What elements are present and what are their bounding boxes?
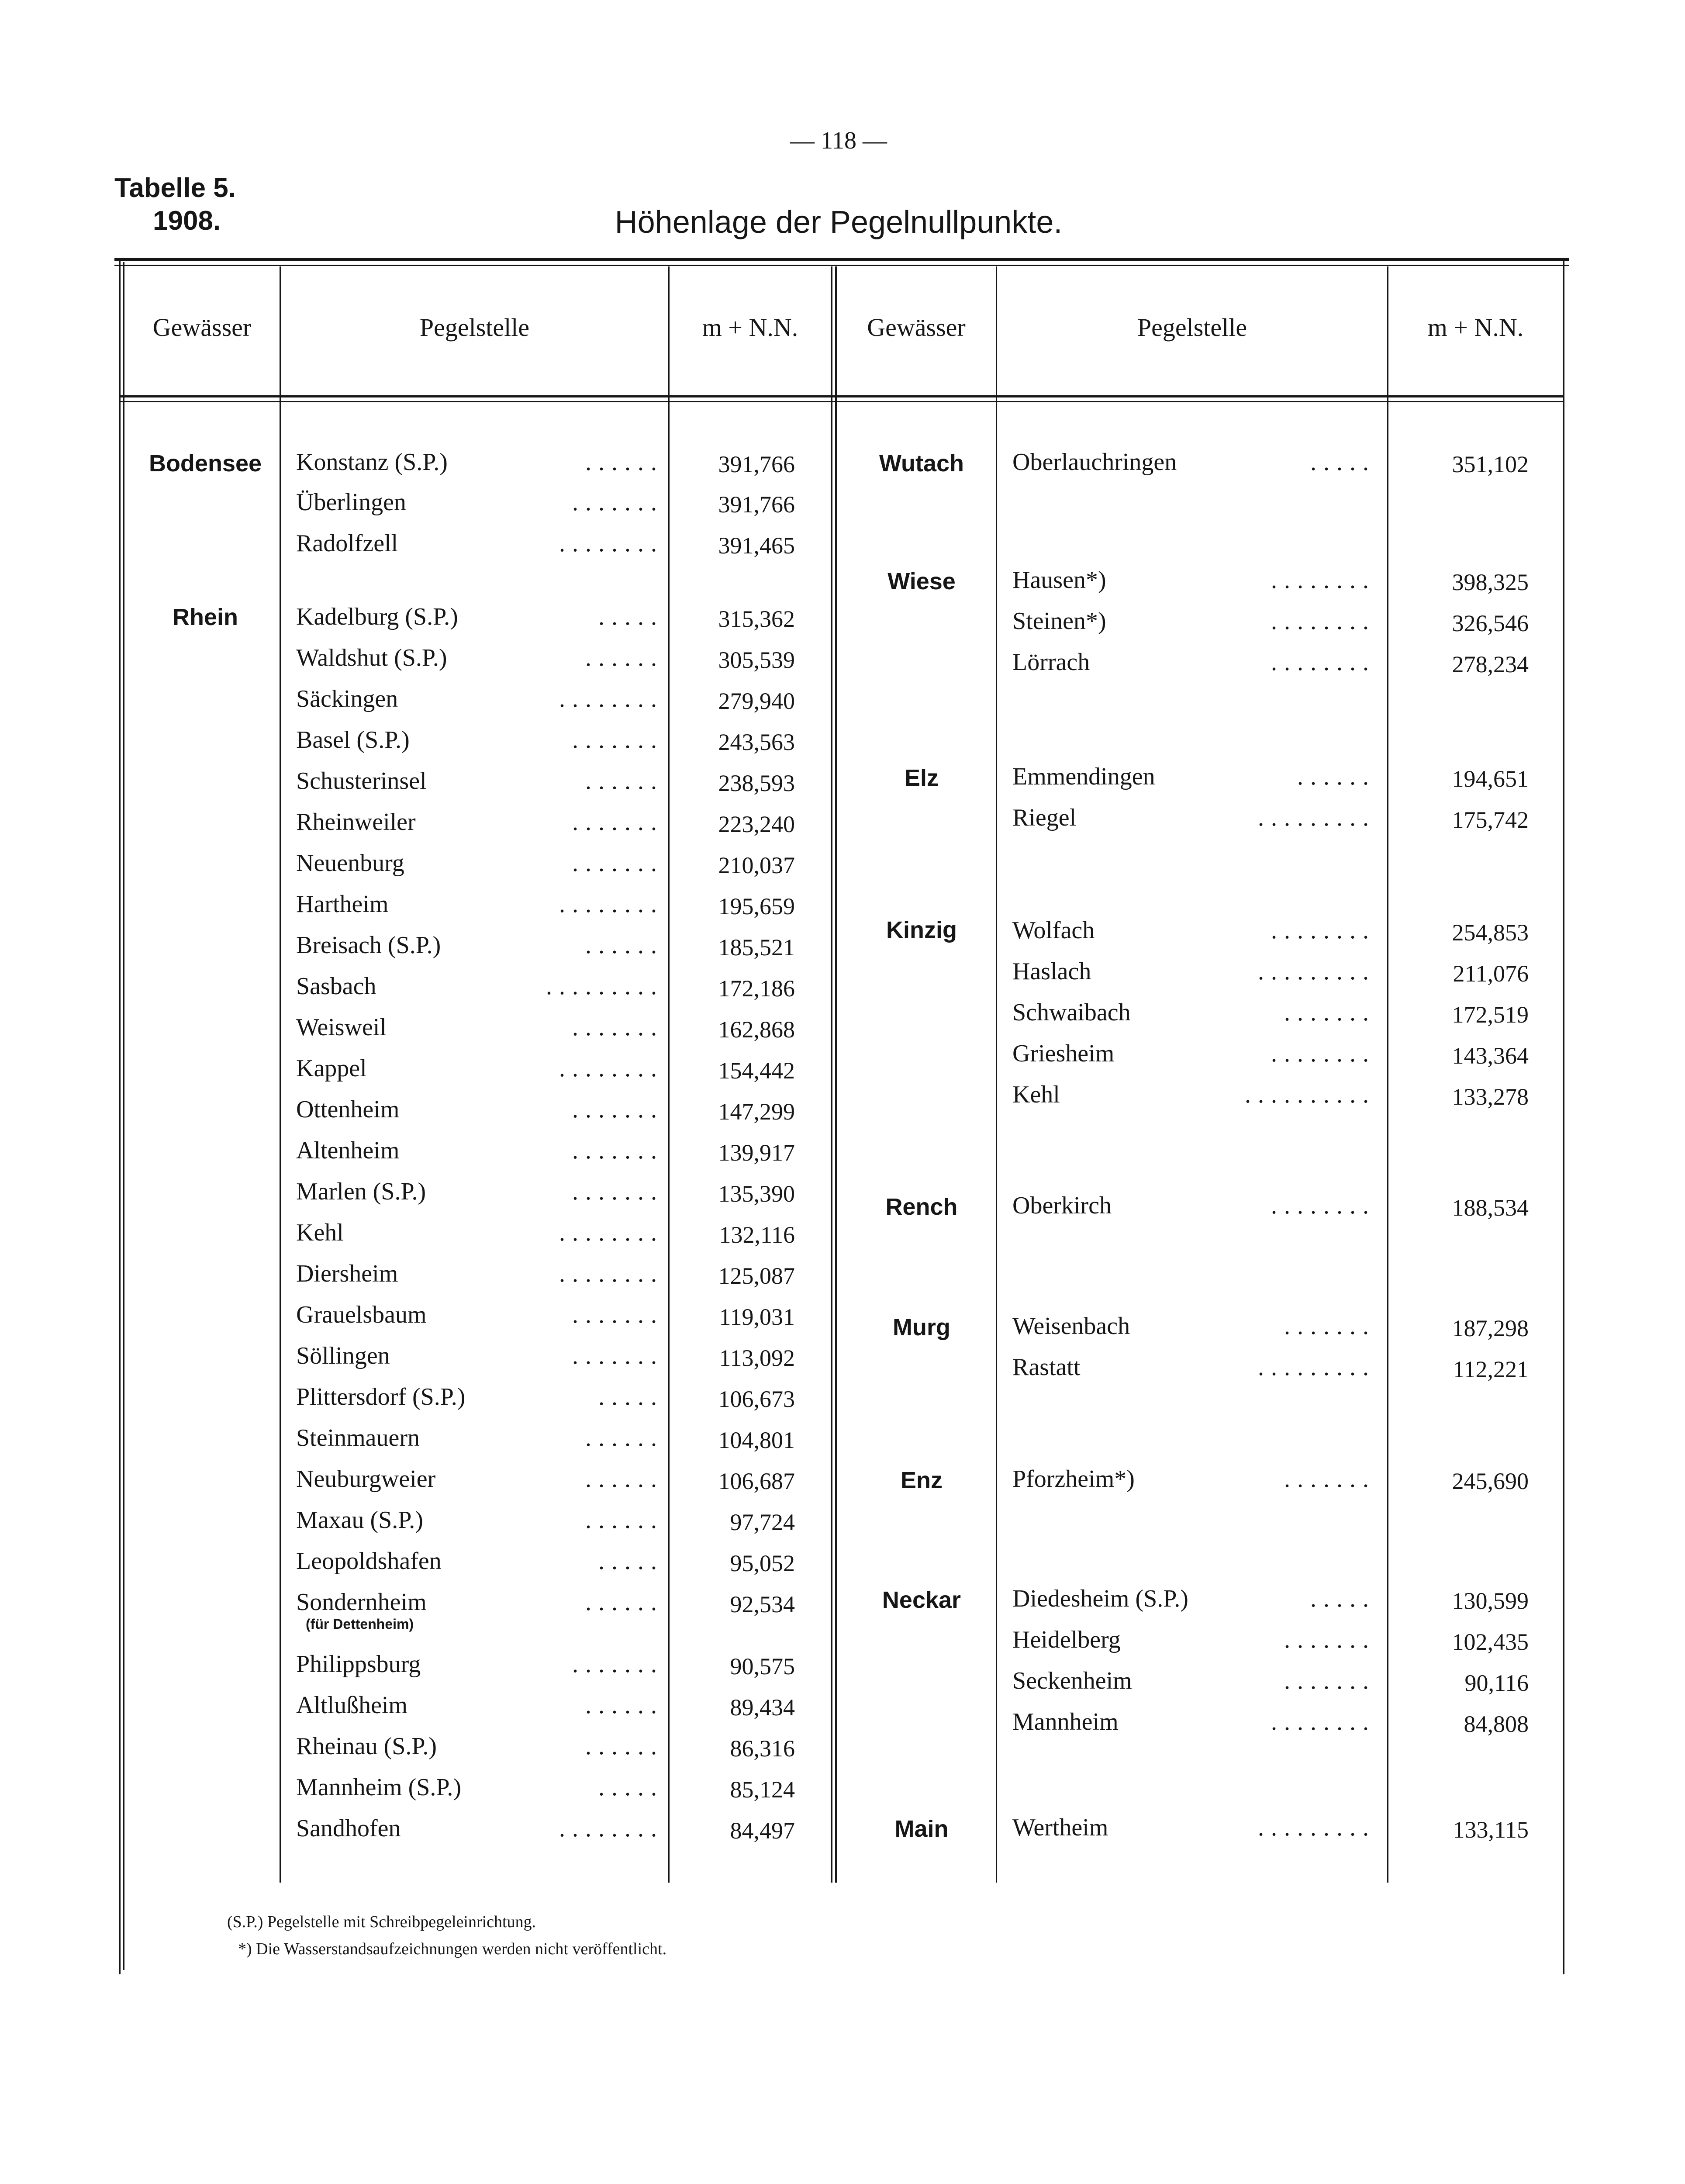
header-gewaesser-right: Gewässer [867,313,966,342]
gauge-height: 102,435 [1452,1629,1529,1655]
gauge-height: 315,362 [718,606,795,632]
table-row: Sandhofen ........ 84,497 [296,1815,795,1844]
table-row: Mannheim (S.P.) ..... 85,124 [296,1774,795,1803]
gauge-name: Seckenheim [1012,1667,1132,1694]
gauge-height: 132,116 [719,1222,795,1248]
gauge-name: Pforzheim*) [1012,1465,1135,1493]
gauge-height: 97,724 [730,1509,795,1535]
gauge-name: Sasbach [296,973,376,1000]
gauge-name: Säckingen [296,685,398,712]
gauge-height: 326,546 [1452,610,1529,636]
gauge-height: 106,673 [718,1386,795,1412]
gauge-name: Konstanz (S.P.) [296,449,448,476]
river-label: Rhein [172,604,238,630]
gauge-name: Breisach (S.P.) [296,932,441,959]
table-row: Weisweil ....... 162,868 [296,1014,795,1043]
gauge-name: Weisenbach [1012,1313,1130,1340]
header-hoehe-right: m + N.N. [1427,313,1524,342]
gauge-name: Oberkirch [1012,1192,1112,1219]
gauge-height: 130,599 [1452,1588,1529,1614]
gauge-name: Diersheim [296,1260,398,1287]
table-year: 1908. [153,206,221,236]
gauge-height: 133,278 [1452,1084,1529,1110]
gauge-name: Wertheim [1012,1814,1108,1841]
river-label: Kinzig [886,917,957,943]
gauge-name: Griesheim [1012,1040,1115,1067]
table-row: Lörrach ........ 278,234 [1012,649,1529,677]
table-row: Wertheim ......... 133,115 [1012,1814,1529,1843]
gauge-height: 398,325 [1452,569,1529,595]
gauge-name: Mannheim [1012,1708,1119,1735]
table-row: Diersheim ........ 125,087 [296,1260,795,1289]
gauge-height: 391,465 [718,532,795,559]
gauge-name: Grauelsbaum [296,1301,427,1328]
header-pegelstelle-right: Pegelstelle [1137,313,1247,342]
gauge-height: 119,031 [719,1304,795,1330]
gauge-height: 185,521 [718,934,795,961]
table-row: Neuenburg ....... 210,037 [296,850,795,878]
gauge-name: Plittersdorf (S.P.) [296,1383,466,1410]
gauge-name: Schusterinsel [296,767,427,795]
table-row: Überlingen ....... 391,766 [296,489,795,518]
table-row: Säckingen ........ 279,940 [296,685,795,714]
table-row: Sondernheim (für Dettenheim) ...... 92,534 [296,1589,795,1632]
gauge-height: 139,917 [718,1140,795,1166]
page-title: Höhenlage der Pegelnullpunkte. [615,205,1063,240]
gauge-name: Kehl [296,1219,344,1246]
table-row: Weisenbach ....... 187,298 [1012,1313,1529,1341]
gauge-height: 133,115 [1453,1817,1529,1843]
gauge-name: Riegel [1012,804,1077,831]
gauge-name: Radolfzell [296,530,398,557]
gauge-height: 90,575 [730,1653,795,1679]
gauge-height: 188,534 [1452,1195,1529,1221]
table-row: Rastatt ......... 112,221 [1012,1354,1529,1382]
table-row: Kappel ........ 154,442 [296,1055,795,1084]
gauge-name: Marlen (S.P.) [296,1178,426,1205]
gauge-height: 172,519 [1452,1002,1529,1028]
table-row: Schwaibach ....... 172,519 [1012,999,1529,1028]
gauge-height: 147,299 [718,1099,795,1125]
table-row: Emmendingen ...... 194,651 [1012,763,1529,792]
table-row: Kadelburg (S.P.) ..... 315,362 [296,603,795,632]
gauge-height: 84,497 [730,1818,795,1844]
gauge-name: Maxau (S.P.) [296,1507,423,1534]
gauge-note: (für Dettenheim) [306,1616,414,1632]
gauge-height: 391,766 [718,451,795,477]
gauge-height: 86,316 [730,1735,795,1762]
table-row: Ottenheim ....... 147,299 [296,1096,795,1125]
gauge-height: 210,037 [718,852,795,878]
gauge-height: 135,390 [718,1181,795,1207]
gauge-name: Sondernheim [296,1589,427,1616]
river-label: Rench [885,1194,958,1220]
footnote-star: *) Die Wasserstandsaufzeichnungen werden nicht veröffentlicht. [238,1940,667,1958]
table-row: Grauelsbaum ....... 119,031 [296,1301,795,1330]
gauge-height: 84,808 [1464,1711,1529,1737]
table-row: Mannheim ........ 84,808 [1012,1708,1529,1737]
footnote-sp: (S.P.) Pegelstelle mit Schreibpegeleinrichtung. [227,1913,536,1931]
table-row: Oberlauchringen ..... 351,102 [1012,449,1529,477]
gauge-name: Wolfach [1012,917,1095,944]
header-pegelstelle-left: Pegelstelle [419,313,530,342]
gauge-name: Rheinweiler [296,809,416,836]
gauge-name: Neuburgweier [296,1465,436,1493]
table-row: Maxau (S.P.) ...... 97,724 [296,1507,795,1535]
table-row: Radolfzell ........ 391,465 [296,530,795,559]
table-row: Plittersdorf (S.P.) ..... 106,673 [296,1383,795,1412]
gauge-height: 85,124 [730,1776,795,1803]
gauge-height: 90,116 [1464,1670,1529,1696]
gauge-name: Neuenburg [296,850,404,877]
gauge-name: Kappel [296,1055,367,1082]
gauge-name: Altlußheim [296,1692,408,1719]
gauge-height: 106,687 [718,1468,795,1494]
gauge-height: 112,221 [1453,1356,1529,1382]
gauge-name: Waldshut (S.P.) [296,644,447,671]
gauge-name: Weisweil [296,1014,387,1041]
gauge-height: 92,534 [730,1591,795,1617]
table-row: Haslach ......... 211,076 [1012,958,1529,987]
gauge-name: Lörrach [1012,649,1090,676]
table-row: Riegel ......... 175,742 [1012,804,1529,833]
river-label: Enz [900,1467,943,1493]
gauge-name: Basel (S.P.) [296,726,410,753]
table-row: Rheinweiler ....... 223,240 [296,809,795,837]
gauge-name: Mannheim (S.P.) [296,1774,461,1801]
gauge-name: Überlingen [296,489,406,516]
page-number: — 118 — [790,127,887,154]
table-row: Basel (S.P.) ....... 243,563 [296,726,795,755]
river-label: Neckar [882,1587,961,1613]
gauge-height: 279,940 [718,688,795,714]
river-label: Wutach [879,450,964,477]
gauge-height: 238,593 [718,770,795,796]
table-row: Steinen*) ........ 326,546 [1012,608,1529,636]
river-label: Murg [893,1314,950,1341]
gauge-height: 187,298 [1452,1315,1529,1341]
table-row: Sasbach ......... 172,186 [296,973,795,1002]
table-row: Seckenheim ....... 90,116 [1012,1667,1529,1696]
table-row: Altlußheim ...... 89,434 [296,1692,795,1721]
table-row: Heidelberg ....... 102,435 [1012,1626,1529,1655]
gauge-height: 305,539 [718,647,795,673]
gauge-name: Rheinau (S.P.) [296,1733,437,1760]
gauge-height: 89,434 [730,1694,795,1721]
table-row: Griesheim ........ 143,364 [1012,1040,1529,1069]
table-row: Hausen*) ........ 398,325 [1012,567,1529,595]
river-label: Wiese [887,568,956,594]
gauge-name: Hausen*) [1012,567,1106,594]
table-row: Diedesheim (S.P.) ..... 130,599 [1012,1585,1529,1614]
table-row: Oberkirch ........ 188,534 [1012,1192,1529,1221]
table-row: Marlen (S.P.) ....... 135,390 [296,1178,795,1207]
header-gewaesser-left: Gewässer [152,313,252,342]
gauge-height: 194,651 [1452,766,1529,792]
table-row: Schusterinsel ...... 238,593 [296,767,795,796]
table-row: Kehl ........ 132,116 [296,1219,795,1248]
gauge-name: Steinen*) [1012,608,1106,635]
river-label: Bodensee [148,450,262,477]
gauge-name: Altenheim [296,1137,400,1164]
gauge-height: 113,092 [719,1345,795,1371]
gauge-height: 154,442 [718,1057,795,1084]
gauge-name: Schwaibach [1012,999,1131,1026]
table-label: Tabelle 5. [114,173,236,203]
gauge-height: 143,364 [1452,1043,1529,1069]
gauge-name: Steinmauern [296,1424,420,1451]
table-row: Steinmauern ...... 104,801 [296,1424,795,1453]
table-row: Konstanz (S.P.) ...... 391,766 [296,449,795,477]
gauge-height: 195,659 [718,893,795,919]
gauge-height: 243,563 [718,729,795,755]
river-label: Main [894,1816,949,1842]
header-hoehe-left: m + N.N. [702,313,798,342]
gauge-name: Haslach [1012,958,1091,985]
gauge-height: 172,186 [718,975,795,1002]
gauge-height: 391,766 [718,491,795,518]
gauge-name: Söllingen [296,1342,390,1369]
gauge-height: 211,076 [1453,961,1529,987]
gauge-name: Emmendingen [1012,763,1155,790]
gauge-name: Kehl [1012,1081,1060,1108]
gauge-height: 245,690 [1452,1468,1529,1494]
gauge-height: 125,087 [718,1263,795,1289]
table-row: Neuburgweier ...... 106,687 [296,1465,795,1494]
table-row: Söllingen ....... 113,092 [296,1342,795,1371]
table-row: Hartheim ........ 195,659 [296,891,795,919]
gauge-name: Leopoldshafen [296,1548,442,1575]
gauge-height: 278,234 [1452,651,1529,677]
river-label: Elz [904,765,939,791]
gauge-name: Sandhofen [296,1815,401,1842]
table-row: Breisach (S.P.) ...... 185,521 [296,932,795,961]
gauge-name: Diedesheim (S.P.) [1012,1585,1188,1612]
gauge-name: Heidelberg [1012,1626,1121,1653]
gauge-name: Ottenheim [296,1096,400,1123]
table-row: Philippsburg ....... 90,575 [296,1651,795,1679]
gauge-height: 95,052 [730,1550,795,1576]
table-row: Rheinau (S.P.) ...... 86,316 [296,1733,795,1762]
gauge-height: 104,801 [718,1427,795,1453]
table-row: Altenheim ....... 139,917 [296,1137,795,1166]
gauge-name: Rastatt [1012,1354,1081,1381]
table-row: Kehl .......... 133,278 [1012,1081,1529,1110]
gauge-height: 175,742 [1452,807,1529,833]
table-row: Wolfach ........ 254,853 [1012,917,1529,946]
gauge-height: 162,868 [718,1016,795,1043]
gauge-height: 351,102 [1452,451,1529,477]
gauge-height: 223,240 [718,811,795,837]
gauge-name: Kadelburg (S.P.) [296,603,458,630]
gauge-name: Oberlauchringen [1012,449,1177,476]
table-row: Waldshut (S.P.) ...... 305,539 [296,644,795,673]
table-row: Leopoldshafen ..... 95,052 [296,1548,795,1576]
gauge-height: 254,853 [1452,919,1529,946]
gauge-name: Philippsburg [296,1651,421,1678]
gauge-name: Hartheim [296,891,389,918]
table-row: Pforzheim*) ....... 245,690 [1012,1465,1529,1494]
